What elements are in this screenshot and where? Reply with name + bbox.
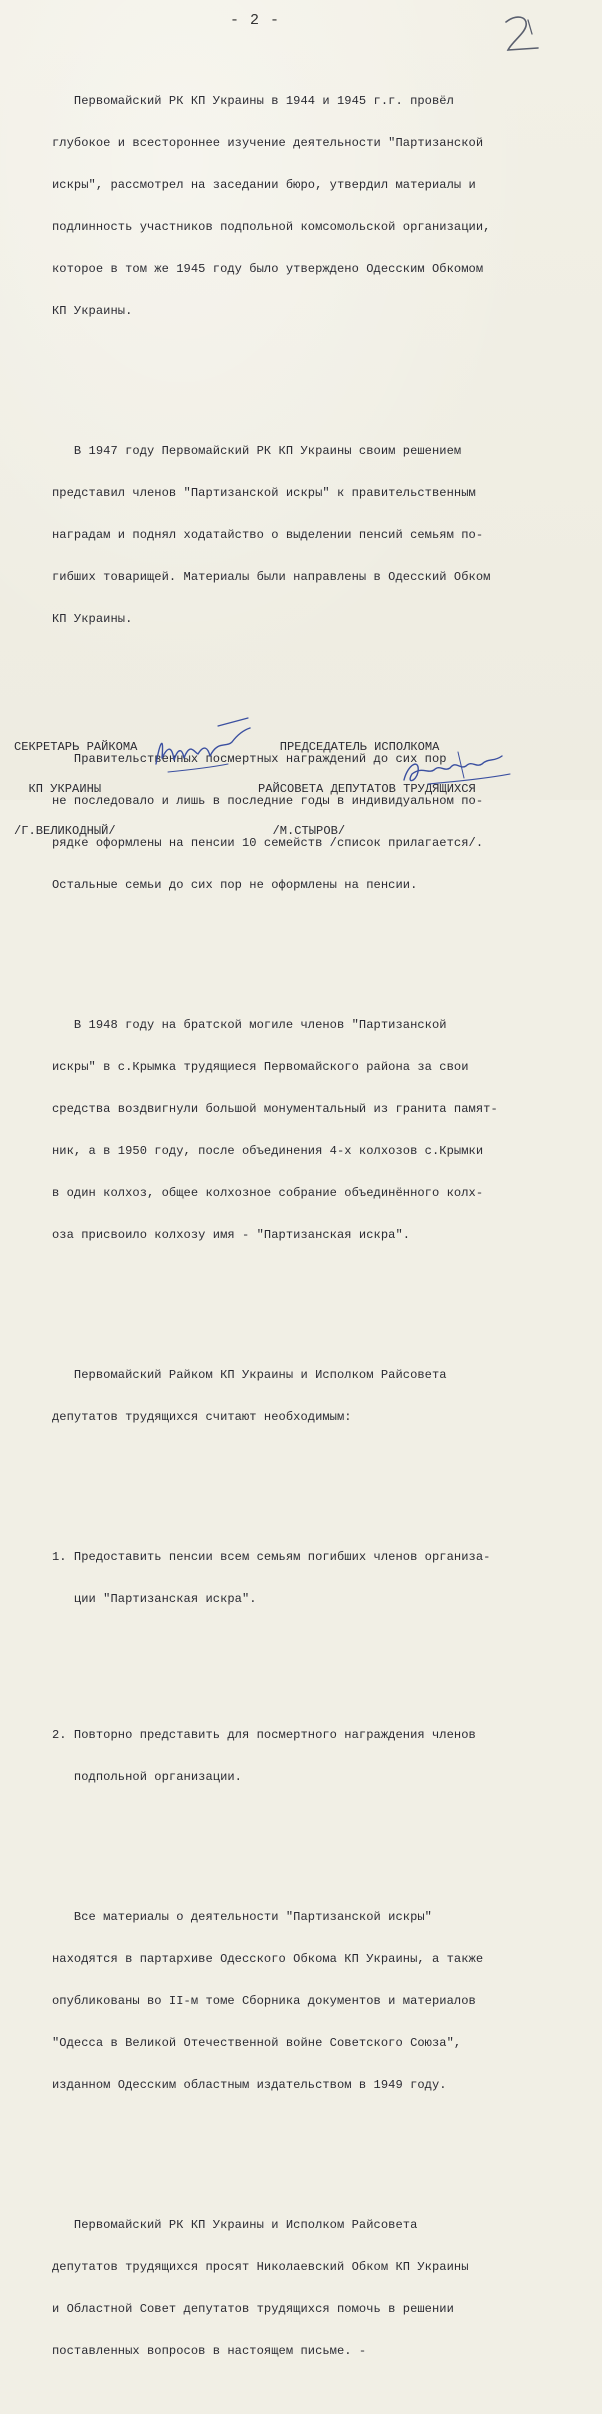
text-line: 1. Предоставить пенсии всем семьям погибших членов организа- [52, 1550, 491, 1564]
paragraph-1 [52, 66, 572, 346]
text-line: Правительственных посмертных награждений до сих пор [52, 752, 447, 766]
signer-name: /Г.ВЕЛИКОДНЫЙ/ [14, 824, 116, 838]
text-line: ции "Партизанская искра". [52, 1592, 257, 1606]
signature-block-left [14, 712, 137, 866]
text-line: наградам и поднял ходатайство о выделении пенсий семьям по- [52, 528, 484, 542]
handwritten-signature-left [148, 712, 258, 782]
text-line: в один колхоз, общее колхозное собрание объединённого колх- [52, 1186, 484, 1200]
text-line: оза присвоило колхозу имя - "Партизанская искра". [52, 1228, 411, 1242]
spacer [52, 374, 572, 388]
text-line: Первомайский Райком КП Украины и Исполком Райсовета [52, 1368, 447, 1382]
spacer [52, 1662, 572, 1672]
text-line: Все материалы о деятельности "Партизанской искры" [52, 1910, 432, 1924]
text-line: находятся в партархиве Одесского Обкома КП Украины, а также [52, 1952, 484, 1966]
text-line: глубокое и всестороннее изучение деятельности "Партизанской [52, 136, 484, 150]
spacer [52, 1480, 572, 1494]
text-line: депутатов трудящихся просят Николаевский Обком КП Украины [52, 2260, 469, 2274]
text-line: опубликованы во II-м томе Сборника документов и материалов [52, 1994, 476, 2008]
paragraph-6 [52, 1882, 572, 2120]
text-line: Первомайский РК КП Украины в 1944 и 1945 г.г. провёл [52, 94, 454, 108]
text-line: средства воздвигнули большой монументальный из гранита памят- [52, 1102, 498, 1116]
spacer [52, 948, 572, 962]
text-line: КП Украины. [52, 304, 133, 318]
text-line: изданном Одесским областным издательством в 1949 году. [52, 2078, 447, 2092]
text-line: 2. Повторно представить для посмертного награждения членов [52, 1728, 476, 1742]
spacer [52, 1298, 572, 1312]
list-item-1 [52, 1522, 572, 1634]
text-line: "Одесса в Великой Отечественной войне Советского Союза", [52, 2036, 462, 2050]
handwritten-signature-right [398, 744, 518, 792]
text-line: которое в том же 1945 году было утверждено Одесским Обкомом [52, 262, 484, 276]
text-line: В 1948 году на братской могиле членов "Партизанской [52, 1018, 447, 1032]
text-line: депутатов трудящихся считают необходимым: [52, 1410, 352, 1424]
text-line: искры" в с.Крымка трудящиеся Первомайского района за свои [52, 1060, 469, 1074]
text-line: представил членов "Партизанской искры" к правительственным [52, 486, 476, 500]
signer-title: СЕКРЕТАРЬ РАЙКОМА [14, 740, 138, 754]
text-line: поставленных вопросов в настоящем письме. - [52, 2344, 367, 2358]
text-line: подлинность участников подпольной комсомольской организации, [52, 220, 491, 234]
text-line: КП Украины. [52, 612, 133, 626]
spacer [52, 2148, 572, 2162]
text-line: искры", рассмотрел на заседании бюро, утвердил материалы и [52, 178, 476, 192]
signer-org: РАЙСОВЕТА ДЕПУТАТОВ ТРУДЯЩИХСЯ [258, 782, 476, 796]
text-line: не последовало и лишь в последние годы в индивидуальном по- [52, 794, 484, 808]
spacer [52, 1840, 572, 1854]
signer-title: ПРЕДСЕДАТЕЛЬ ИСПОЛКОМА [258, 740, 440, 754]
paragraph-5 [52, 1340, 572, 1452]
text-line: ник, а в 1950 году, после объединения 4-х колхозов с.Крымки [52, 1144, 484, 1158]
paragraph-4 [52, 990, 572, 1270]
letter-body [52, 38, 572, 2414]
paragraph-2 [52, 416, 572, 654]
page-number: - 2 - [230, 12, 281, 29]
text-line: гибших товарищей. Материалы были направлены в Одесский Обком [52, 570, 491, 584]
spacer [52, 682, 572, 696]
text-line: подпольной организации. [52, 1770, 242, 1784]
signer-name: /М.СТЫРОВ/ [258, 824, 346, 838]
text-line: Остальные семьи до сих пор не оформлены на пенсии. [52, 878, 418, 892]
text-line: рядке оформлены на пенсии 10 семейств /список прилагается/. [52, 836, 484, 850]
signer-org: КП УКРАИНЫ [14, 782, 102, 796]
text-line: Первомайский РК КП Украины и Исполком Райсовета [52, 2218, 418, 2232]
text-line: В 1947 году Первомайский РК КП Украины своим решением [52, 444, 462, 458]
paragraph-7 [52, 2190, 572, 2386]
list-item-2 [52, 1700, 572, 1812]
text-line: и Областной Совет депутатов трудящихся помочь в решении [52, 2302, 454, 2316]
